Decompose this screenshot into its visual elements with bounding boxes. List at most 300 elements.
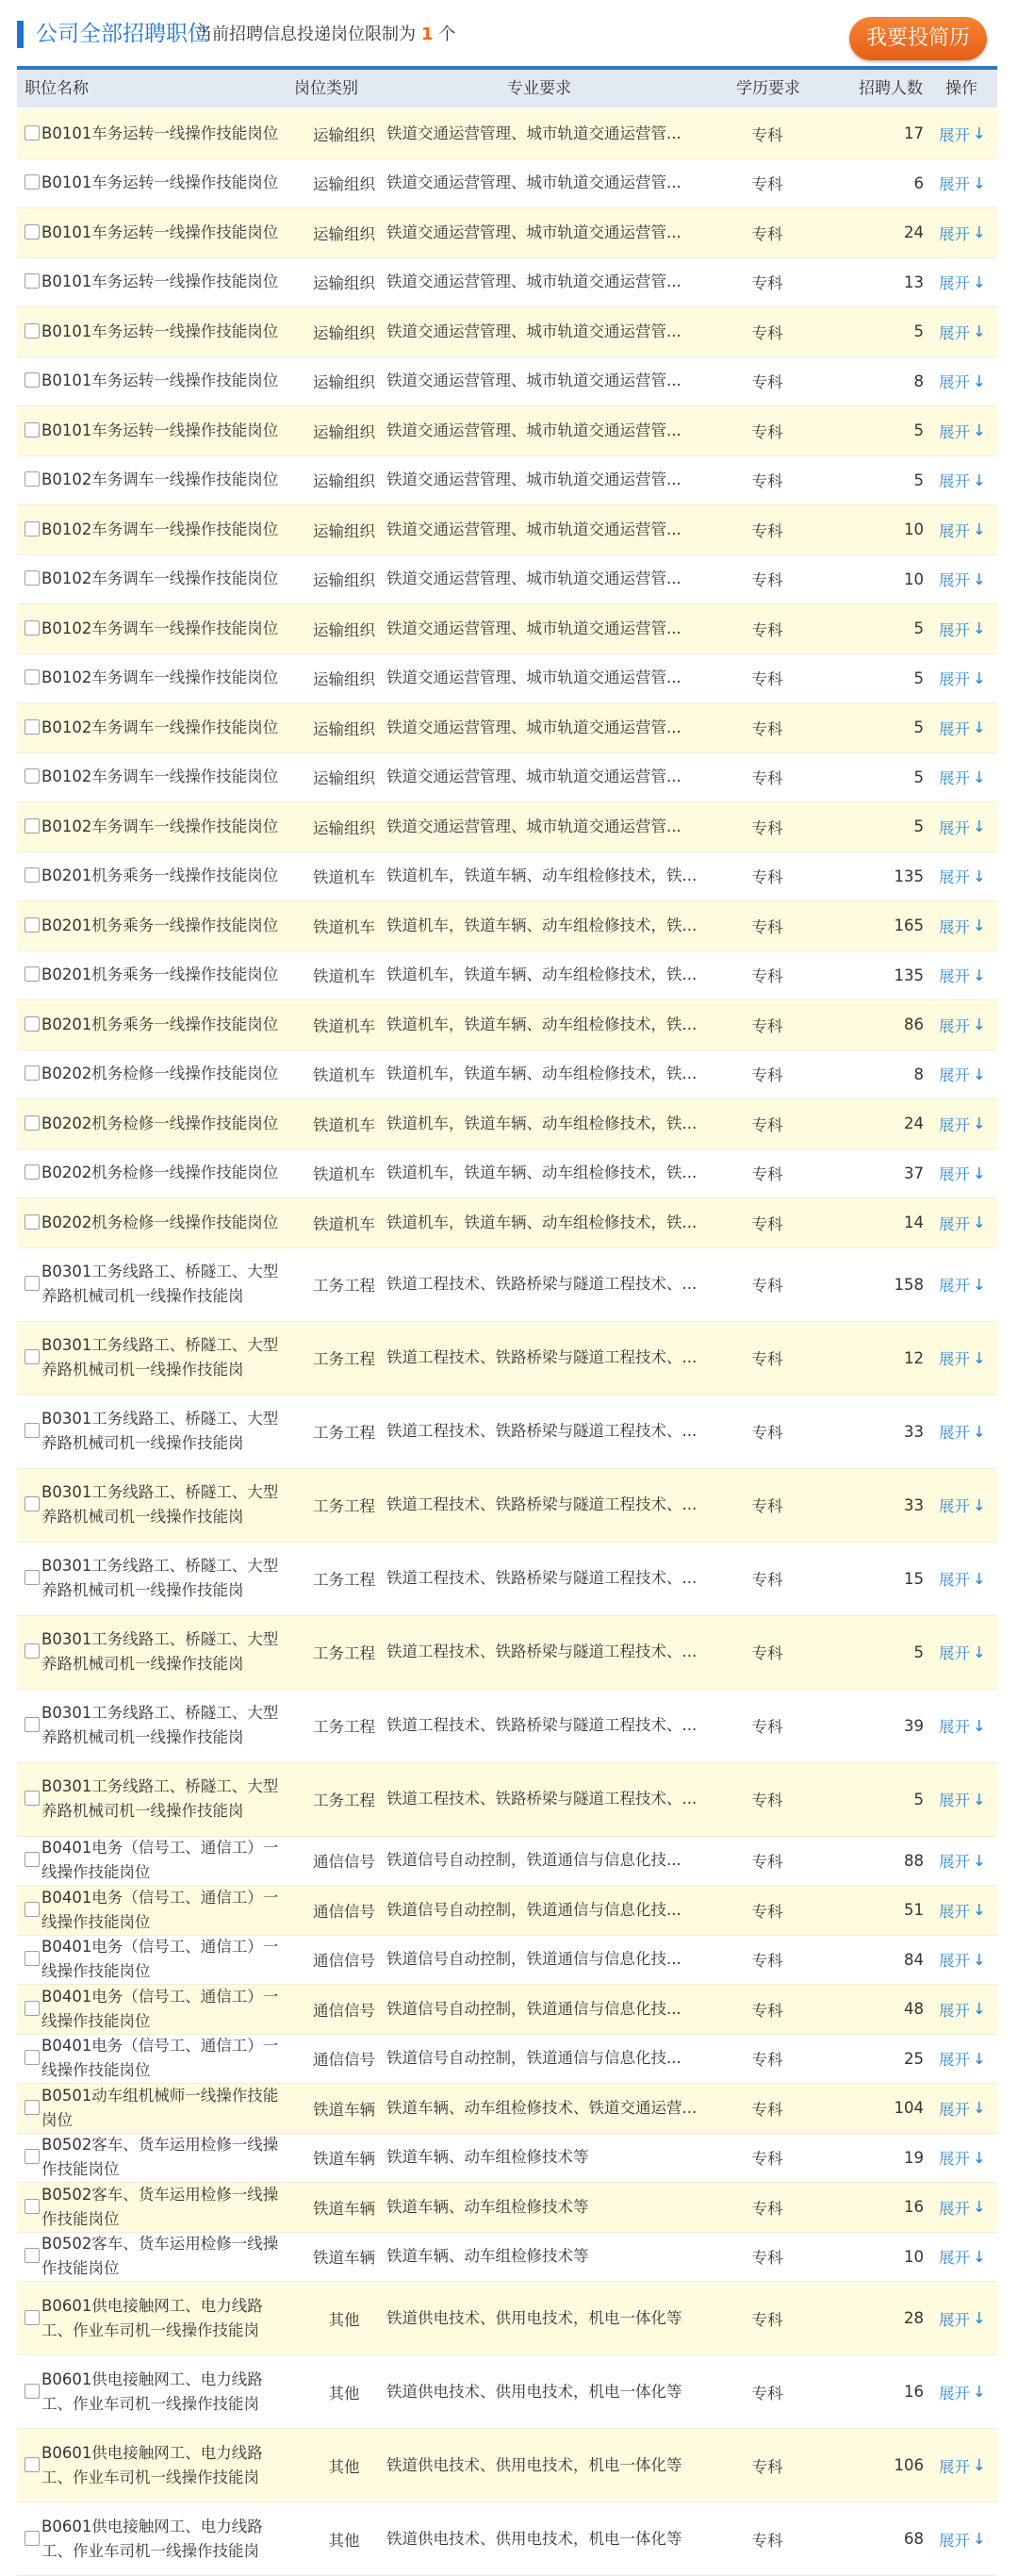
headcount-cell: 5 [913,718,924,737]
category-cell: 运输组织 [313,373,375,392]
expand-link[interactable] [939,2282,997,2354]
education-cell: 专科 [751,1952,783,1971]
arrow-down-icon: ↓ [973,1790,986,1808]
education-cell: 专科 [751,2001,783,2020]
expand-label: 展开 [939,769,970,788]
row-select-checkbox[interactable] [25,917,40,933]
row-select-checkbox[interactable] [25,471,40,487]
headcount-cell: 68 [904,2530,924,2548]
row-select-checkbox[interactable] [25,570,40,586]
expand-link[interactable] [939,1050,997,1099]
position-name-cell [41,1000,283,1049]
education-cell: 专科 [751,1424,783,1442]
education-cell: 专科 [751,1350,783,1368]
arrow-down-icon: ↓ [973,2148,986,2167]
expand-link[interactable] [939,1543,997,1615]
column-header-education: 学历要求 [736,79,800,98]
expand-link[interactable] [939,456,997,505]
headcount-cell: 24 [904,1115,924,1133]
major-requirement-cell [386,2502,716,2575]
education-cell: 专科 [751,2249,783,2268]
row-select-checkbox[interactable] [25,1791,40,1806]
headcount-cell: 5 [913,817,924,836]
expand-link[interactable] [939,1690,997,1762]
expand-link[interactable] [939,1616,997,1689]
position-name-cell [41,654,283,703]
major-requirement: 铁道供电技术、供用电技术，机电一体化等 [386,2308,682,2327]
position-name-cell [41,753,283,802]
arrow-down-icon: ↓ [973,272,986,291]
position-name-cell [41,1985,283,2034]
expand-label: 展开 [939,2150,970,2169]
major-requirement-cell [386,2183,716,2232]
major-requirement-cell [386,357,716,406]
expand-link[interactable] [939,555,997,604]
category-cell: 通信信号 [313,2051,375,2070]
row-select-checkbox[interactable] [25,2050,40,2065]
expand-label: 展开 [939,670,970,689]
category-cell: 铁道车辆 [313,2150,375,2169]
position-name: B0401电务（信号工、通信工）一线操作技能岗位 [41,1839,279,1882]
position-name: B0102车务调车一线操作技能岗位 [41,471,279,489]
education-cell: 专科 [751,917,783,936]
table-row [17,159,997,209]
category-cell: 运输组织 [313,769,375,788]
education-cell: 专科 [751,2457,783,2476]
position-name: B0101车务运转一线操作技能岗位 [41,173,279,192]
row-select-checkbox[interactable] [25,1065,40,1081]
expand-label: 展开 [939,1277,970,1295]
expand-label: 展开 [939,1016,970,1035]
table-row [17,1248,997,1322]
category-cell: 铁道机车 [313,1016,375,1035]
major-requirement: 铁道交通运营管理、城市轨道交通运营管... [386,322,681,340]
category-cell: 工务工程 [313,1571,375,1589]
arrow-down-icon: ↓ [973,966,986,984]
expand-link[interactable] [939,2134,997,2183]
arrow-down-icon: ↓ [973,2198,986,2217]
position-name: B0101车务运转一线操作技能岗位 [41,372,279,390]
position-name: B0201机务乘务一线操作技能岗位 [41,916,279,934]
category-cell: 铁道机车 [313,917,375,936]
category-cell: 通信信号 [313,1952,375,1971]
category-cell: 铁道机车 [313,1214,375,1233]
expand-link[interactable] [939,208,997,257]
table-row [17,2134,997,2184]
major-requirement: 铁道信号自动控制，铁道通信与信息化技... [386,1900,681,1919]
position-name-cell [41,2502,283,2575]
major-requirement: 铁道供电技术、供用电技术，机电一体化等 [386,2455,682,2474]
position-name-cell [41,357,283,406]
major-requirement-cell [386,1198,716,1247]
position-name: B0202机务检修一线操作技能岗位 [41,1065,279,1083]
arrow-down-icon: ↓ [973,1901,986,1920]
major-requirement-cell [386,1248,716,1321]
expand-link[interactable] [939,2502,997,2575]
expand-label: 展开 [939,1115,970,1134]
row-select-checkbox[interactable] [25,1902,40,1917]
education-cell: 专科 [751,1066,783,1085]
headcount-cell: 6 [913,173,924,192]
row-select-checkbox[interactable] [25,1016,40,1032]
major-requirement: 铁道机车，铁道车辆、动车组检修技术，铁... [386,916,698,934]
limit-count: 1 [421,25,434,44]
arrow-down-icon: ↓ [973,2247,986,2266]
row-select-checkbox[interactable] [25,372,40,388]
education-cell: 专科 [751,2531,783,2550]
row-select-checkbox[interactable] [25,1643,40,1659]
major-requirement: 铁道信号自动控制，铁道通信与信息化技... [386,1999,681,2018]
row-select-checkbox[interactable] [25,2248,40,2263]
category-cell: 铁道机车 [313,1066,375,1085]
position-name-cell [41,1690,283,1762]
row-select-checkbox[interactable] [25,1423,40,1438]
major-requirement: 铁道信号自动控制，铁道通信与信息化技... [386,1851,681,1870]
row-select-checkbox[interactable] [25,1276,40,1291]
position-name-cell [41,1248,283,1321]
position-name: B0601供电接触网工、电力线路工、作业车司机一线操作技能岗 [41,2370,263,2413]
major-requirement: 铁道交通运营管理、城市轨道交通运营管... [386,471,681,489]
position-name-cell [41,1149,283,1198]
job-table-body [17,109,997,2576]
position-name: B0601供电接触网工、电力线路工、作业车司机一线操作技能岗 [41,2443,263,2486]
education-cell: 专科 [751,1277,783,1295]
position-name: B0601供电接触网工、电力线路工、作业车司机一线操作技能岗 [41,2296,263,2339]
expand-link[interactable] [939,1395,997,1468]
expand-label: 展开 [939,274,970,293]
column-header-headcount: 招聘人数 [859,79,923,98]
expand-label: 展开 [939,1718,970,1736]
category-cell: 工务工程 [313,1277,375,1295]
row-select-checkbox[interactable] [25,1852,40,1867]
expand-link[interactable] [939,1469,997,1542]
education-cell: 专科 [751,125,783,144]
headcount-cell: 25 [904,2049,924,2068]
headcount-cell: 135 [894,966,924,984]
position-name: B0301工务线路工、桥隧工、大型养路机械司机一线操作技能岗 [41,1410,279,1452]
row-select-checkbox[interactable] [25,2310,40,2325]
position-name-cell [41,2084,283,2133]
expand-link[interactable] [939,2183,997,2232]
expand-label: 展开 [939,472,970,491]
table-row [17,2355,997,2429]
position-name-cell [41,258,283,307]
major-requirement-cell [386,456,716,505]
major-requirement: 铁道信号自动控制，铁道通信与信息化技... [386,2049,681,2068]
category-cell: 工务工程 [313,1644,375,1662]
major-requirement-cell [386,604,716,653]
row-select-checkbox[interactable] [25,273,40,289]
row-select-checkbox[interactable] [25,620,40,636]
major-requirement: 铁道交通运营管理、城市轨道交通运营管... [386,718,681,736]
row-select-checkbox[interactable] [25,2457,40,2472]
expand-link[interactable] [939,109,997,158]
row-select-checkbox[interactable] [25,422,40,438]
position-name: B0102车务调车一线操作技能岗位 [41,570,279,588]
major-requirement: 铁道车辆、动车组检修技术等 [386,2148,589,2167]
education-cell: 专科 [751,1214,783,1233]
row-select-checkbox[interactable] [25,2149,40,2164]
table-row [17,307,997,357]
expand-link[interactable] [939,2084,997,2133]
category-cell: 运输组织 [313,472,375,491]
education-cell: 专科 [751,719,783,738]
row-select-checkbox[interactable] [25,323,40,339]
row-select-checkbox[interactable] [25,818,40,834]
position-name-cell [41,2355,283,2428]
major-requirement: 铁道机车，铁道车辆、动车组检修技术，铁... [386,1015,698,1033]
row-select-checkbox[interactable] [25,1717,40,1732]
expand-link[interactable] [939,159,997,208]
expand-link[interactable] [939,753,997,802]
headcount-cell: 5 [913,421,924,440]
expand-link[interactable] [939,1763,997,1836]
expand-link[interactable] [939,1248,997,1321]
row-select-checkbox[interactable] [25,2100,40,2115]
position-name-cell [41,159,283,208]
education-cell: 专科 [751,2150,783,2169]
expand-link[interactable] [939,703,997,752]
expand-label: 展开 [939,1571,970,1589]
education-cell: 专科 [751,620,783,639]
expand-label: 展开 [939,1952,970,1971]
education-cell: 专科 [751,422,783,441]
category-cell: 运输组织 [313,175,375,194]
expand-link[interactable] [939,1837,997,1886]
expand-link[interactable] [939,1000,997,1049]
submit-resume-button[interactable]: 我要投简历 [849,17,987,60]
major-requirement-cell [386,1322,716,1395]
table-row [17,1616,997,1690]
headcount-cell: 10 [904,2247,924,2266]
expand-label: 展开 [939,1792,970,1809]
major-requirement: 铁道交通运营管理、城市轨道交通运营管... [386,817,681,835]
major-requirement-cell [386,2282,716,2354]
category-cell: 其他 [328,2384,360,2403]
category-cell: 运输组织 [313,224,375,243]
expand-link[interactable] [939,654,997,703]
headcount-cell: 106 [894,2456,924,2474]
position-name: B0301工务线路工、桥隧工、大型养路机械司机一线操作技能岗 [41,1557,279,1599]
position-name: B0502客车、货车运用检修一线操作技能岗位 [41,2136,279,2179]
headcount-cell: 15 [904,1569,924,1588]
table-row [17,1099,997,1149]
table-row [17,2035,997,2085]
category-cell: 运输组织 [313,274,375,293]
major-requirement-cell [386,208,716,257]
major-requirement-cell [386,1763,716,1836]
major-requirement-cell [386,1395,716,1468]
expand-label: 展开 [939,917,970,936]
headcount-cell: 165 [894,916,924,935]
position-name-cell [41,1616,283,1689]
expand-label: 展开 [939,1165,970,1184]
arrow-down-icon: ↓ [973,1950,986,1969]
row-select-checkbox[interactable] [25,768,40,784]
expand-label: 展开 [939,323,970,342]
table-row [17,208,997,258]
education-cell: 专科 [751,2384,783,2403]
row-select-checkbox[interactable] [25,125,40,140]
expand-link[interactable] [939,951,997,1000]
row-select-checkbox[interactable] [25,2384,40,2399]
headcount-cell: 14 [904,1214,924,1232]
row-select-checkbox[interactable] [25,669,40,685]
row-select-checkbox[interactable] [25,1496,40,1511]
education-cell: 专科 [751,1497,783,1515]
expand-link[interactable] [939,505,997,554]
major-requirement-cell [386,2084,716,2133]
position-name-cell [41,555,283,604]
position-name: B0601供电接触网工、电力线路工、作业车司机一线操作技能岗 [41,2517,263,2560]
expand-link[interactable] [939,1985,997,2034]
arrow-down-icon: ↓ [973,2099,986,2118]
education-cell: 专科 [751,571,783,590]
position-name-cell [41,2233,283,2282]
table-row [17,1763,997,1837]
position-name-cell [41,456,283,505]
row-select-checkbox[interactable] [25,719,40,735]
row-select-checkbox[interactable] [25,174,40,190]
row-select-checkbox[interactable] [25,1570,40,1585]
expand-label: 展开 [939,818,970,837]
row-select-checkbox[interactable] [25,2531,40,2546]
expand-link[interactable] [939,2429,997,2502]
category-cell: 铁道机车 [313,868,375,887]
headcount-cell: 33 [904,1495,924,1514]
row-select-checkbox[interactable] [25,1349,40,1364]
arrow-down-icon: ↓ [973,817,986,836]
expand-link[interactable] [939,2355,997,2428]
row-select-checkbox[interactable] [25,521,40,537]
row-select-checkbox[interactable] [25,2199,40,2214]
education-cell: 专科 [751,1644,783,1662]
position-name: B0301工务线路工、桥隧工、大型养路机械司机一线操作技能岗 [41,1704,279,1746]
position-name-cell [41,802,283,851]
position-name: B0201机务乘务一线操作技能岗位 [41,867,279,885]
arrow-down-icon: ↓ [973,1065,986,1083]
major-requirement: 铁道工程技术、铁路桥梁与隧道工程技术、... [386,1275,698,1293]
major-requirement: 铁道交通运营管理、城市轨道交通运营管... [386,124,681,142]
expand-link[interactable] [939,1198,997,1247]
arrow-down-icon: ↓ [973,570,986,588]
position-name: B0102车务调车一线操作技能岗位 [41,768,279,786]
education-cell: 专科 [751,2051,783,2070]
major-requirement: 铁道交通运营管理、城市轨道交通运营管... [386,173,681,192]
major-requirement-cell [386,1936,716,1985]
major-requirement-cell [386,555,716,604]
position-name-cell [41,1198,283,1247]
headcount-cell: 28 [904,2309,924,2327]
expand-link[interactable] [939,802,997,851]
expand-link[interactable] [939,1322,997,1395]
expand-link[interactable] [939,357,997,406]
expand-label: 展开 [939,373,970,392]
position-name-cell [41,2429,283,2502]
major-requirement: 铁道供电技术、供用电技术，机电一体化等 [386,2382,682,2401]
education-cell: 专科 [751,769,783,788]
position-name-cell [41,2183,283,2232]
table-row [17,1149,997,1199]
position-name-cell [41,1099,283,1148]
row-select-checkbox[interactable] [25,2001,40,2016]
education-cell: 专科 [751,323,783,342]
arrow-down-icon: ↓ [973,372,986,390]
expand-link[interactable] [939,2233,997,2282]
headcount-cell: 5 [913,619,924,638]
table-row [17,406,997,456]
expand-link[interactable] [939,1099,997,1148]
arrow-down-icon: ↓ [973,1115,986,1133]
education-cell: 专科 [751,1853,783,1872]
arrow-down-icon: ↓ [973,124,986,143]
expand-link[interactable] [939,1149,997,1198]
table-row [17,2282,997,2355]
expand-link[interactable] [939,852,997,901]
expand-link[interactable] [939,258,997,307]
table-row [17,703,997,753]
education-cell: 专科 [751,1792,783,1809]
major-requirement: 铁道交通运营管理、城市轨道交通运营管... [386,372,681,390]
expand-link[interactable] [939,1936,997,1985]
position-name: B0102车务调车一线操作技能岗位 [41,718,279,736]
major-requirement: 铁道供电技术、供用电技术，机电一体化等 [386,2529,682,2548]
expand-label: 展开 [939,1066,970,1085]
arrow-down-icon: ↓ [973,2309,986,2327]
row-select-checkbox[interactable] [25,867,40,883]
table-row [17,1050,997,1100]
major-requirement-cell [386,901,716,950]
major-requirement: 铁道工程技术、铁路桥梁与隧道工程技术、... [386,1422,698,1440]
arrow-down-icon: ↓ [973,322,986,341]
education-cell: 专科 [751,224,783,243]
major-requirement: 铁道交通运营管理、城市轨道交通运营管... [386,570,681,588]
position-name-cell [41,951,283,1000]
category-cell: 工务工程 [313,1424,375,1442]
position-name-cell [41,1837,283,1886]
category-cell: 工务工程 [313,1497,375,1515]
arrow-down-icon: ↓ [973,1164,986,1182]
row-select-checkbox[interactable] [25,1115,40,1131]
expand-link[interactable] [939,604,997,653]
expand-link[interactable] [939,307,997,356]
position-name: B0101车务运转一线操作技能岗位 [41,322,279,340]
category-cell: 工务工程 [313,1350,375,1368]
major-requirement-cell [386,1690,716,1762]
major-requirement: 铁道交通运营管理、城市轨道交通运营管... [386,223,681,241]
major-requirement: 铁道机车，铁道车辆、动车组检修技术，铁... [386,1213,698,1231]
headcount-cell: 12 [904,1348,924,1367]
major-requirement-cell [386,2035,716,2084]
arrow-down-icon: ↓ [973,867,986,885]
row-select-checkbox[interactable] [25,224,40,239]
expand-link[interactable] [939,406,997,455]
row-select-checkbox[interactable] [25,966,40,982]
table-row [17,1000,997,1050]
row-select-checkbox[interactable] [25,1951,40,1966]
expand-link[interactable] [939,1886,997,1935]
table-row [17,1690,997,1763]
row-select-checkbox[interactable] [25,1214,40,1230]
major-requirement: 铁道机车，铁道车辆、动车组检修技术，铁... [386,966,698,984]
table-row [17,1985,997,2035]
expand-link[interactable] [939,901,997,950]
arrow-down-icon: ↓ [973,421,986,440]
expand-link[interactable] [939,2035,997,2084]
education-cell: 专科 [751,1016,783,1035]
row-select-checkbox[interactable] [25,1164,40,1180]
table-row [17,1936,997,1986]
